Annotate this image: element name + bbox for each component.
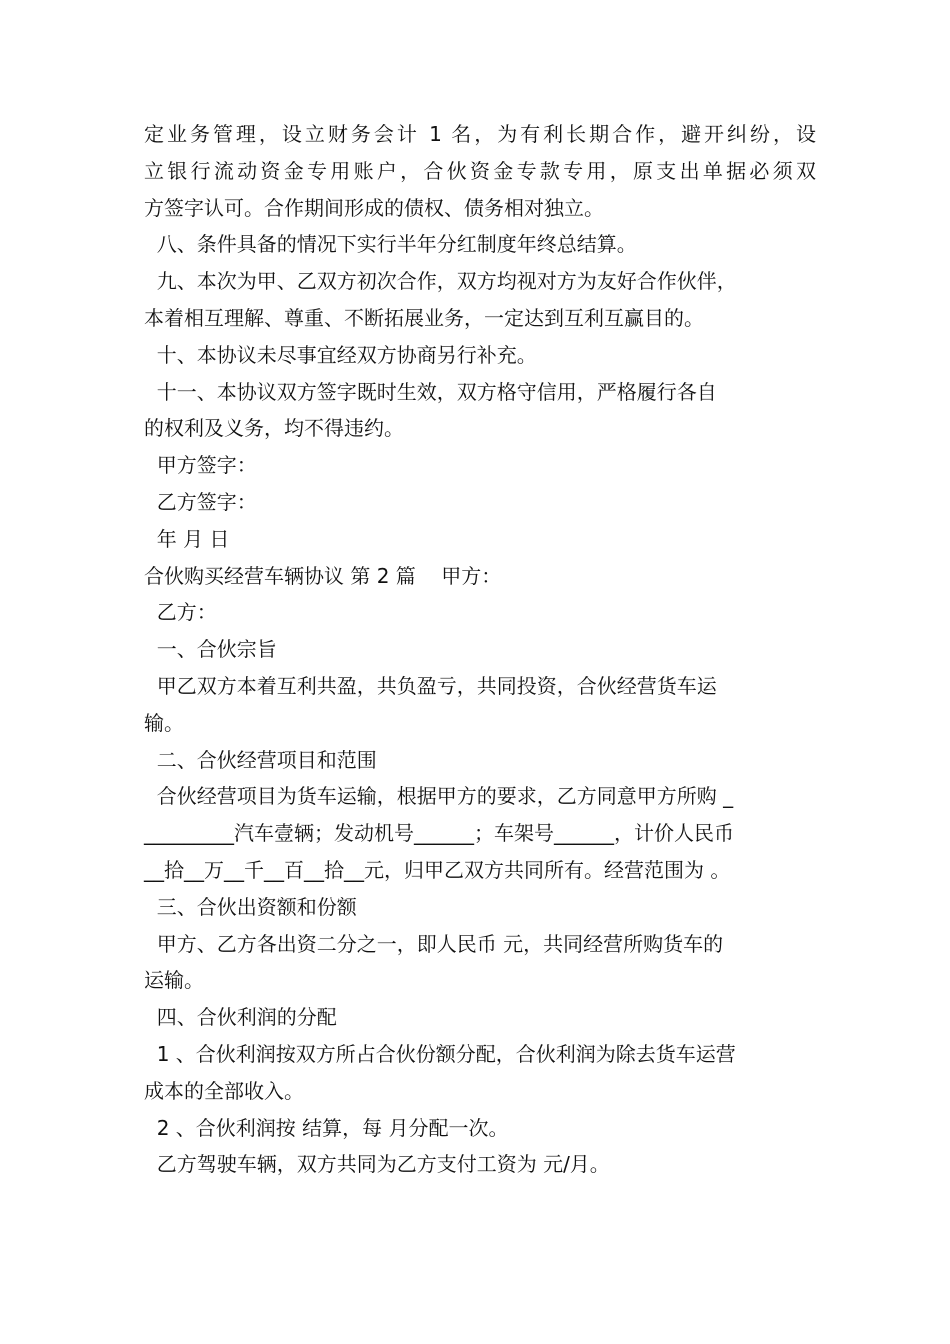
text-line: _________汽车壹辆；发动机号______；车架号______，计价人民币 [144,821,734,846]
party-b-label: 乙方： [144,600,217,625]
text-line: 本着相互理解、尊重、不断拓展业务，一定达到互利互赢目的。 [144,305,704,330]
text-line: 甲方、乙方各出资二分之一，即人民币 元，共同经营所购货车的 [144,931,724,956]
text-line: 立银行流动资金专用账户，合伙资金专款专用，原支出单据必须双 [144,158,816,183]
text-line: 合伙经营项目为货车运输，根据甲方的要求，乙方同意甲方所购 _ [144,784,734,809]
text-line: 1 、合伙利润按双方所占合伙份额分配，合伙利润为除去货车运营 [144,1041,736,1066]
document-body [144,116,816,1183]
clause-9: 九、本次为甲、乙双方初次合作，双方均视对方为友好合作伙伴， [144,269,737,294]
party-a-signature: 甲方签字： [144,453,257,478]
clause-8: 八、条件具备的情况下实行半年分红制度年终总结算。 [144,232,637,257]
text-line: 2 、合伙利润按 结算，每 月分配一次。 [144,1115,509,1140]
text-line: 成本的全部收入。 [144,1078,304,1103]
section-title: 合伙购买经营车辆协议 第 2 篇 甲方： [144,563,502,588]
date-line: 年 月 日 [144,526,230,551]
text-line: 乙方驾驶车辆，双方共同为乙方支付工资为 元/月。 [144,1152,610,1177]
clause-10: 十、本协议未尽事宜经双方协商另行补充。 [144,342,537,367]
text-line: 甲乙双方本着互利共盈，共负盈亏，共同投资，合伙经营货车运 [144,673,717,698]
text-line: 的权利及义务，均不得违约。 [144,416,404,441]
clause-11: 十一、本协议双方签字既时生效，双方格守信用，严格履行各自 [144,379,717,404]
heading-capital-contribution: 三、合伙出资额和份额 [144,894,357,919]
heading-partnership-purpose: 一、合伙宗旨 [144,637,277,662]
heading-business-scope: 二、合伙经营项目和范围 [144,747,377,772]
text-line: 运输。 [144,968,204,993]
text-line: 定业务管理，设立财务会计 1 名，为有利长期合作，避开纠纷，设 [144,122,816,146]
heading-profit-distribution: 四、合伙利润的分配 [144,1005,337,1030]
text-line: 输。 [144,710,184,735]
text-line: 方签字认可。合作期间形成的债权、债务相对独立。 [144,195,604,220]
text-line: __拾__万__千__百__拾__元，归甲乙双方共同所有。经营范围为 。 [144,857,731,882]
party-b-signature: 乙方签字： [144,489,257,514]
